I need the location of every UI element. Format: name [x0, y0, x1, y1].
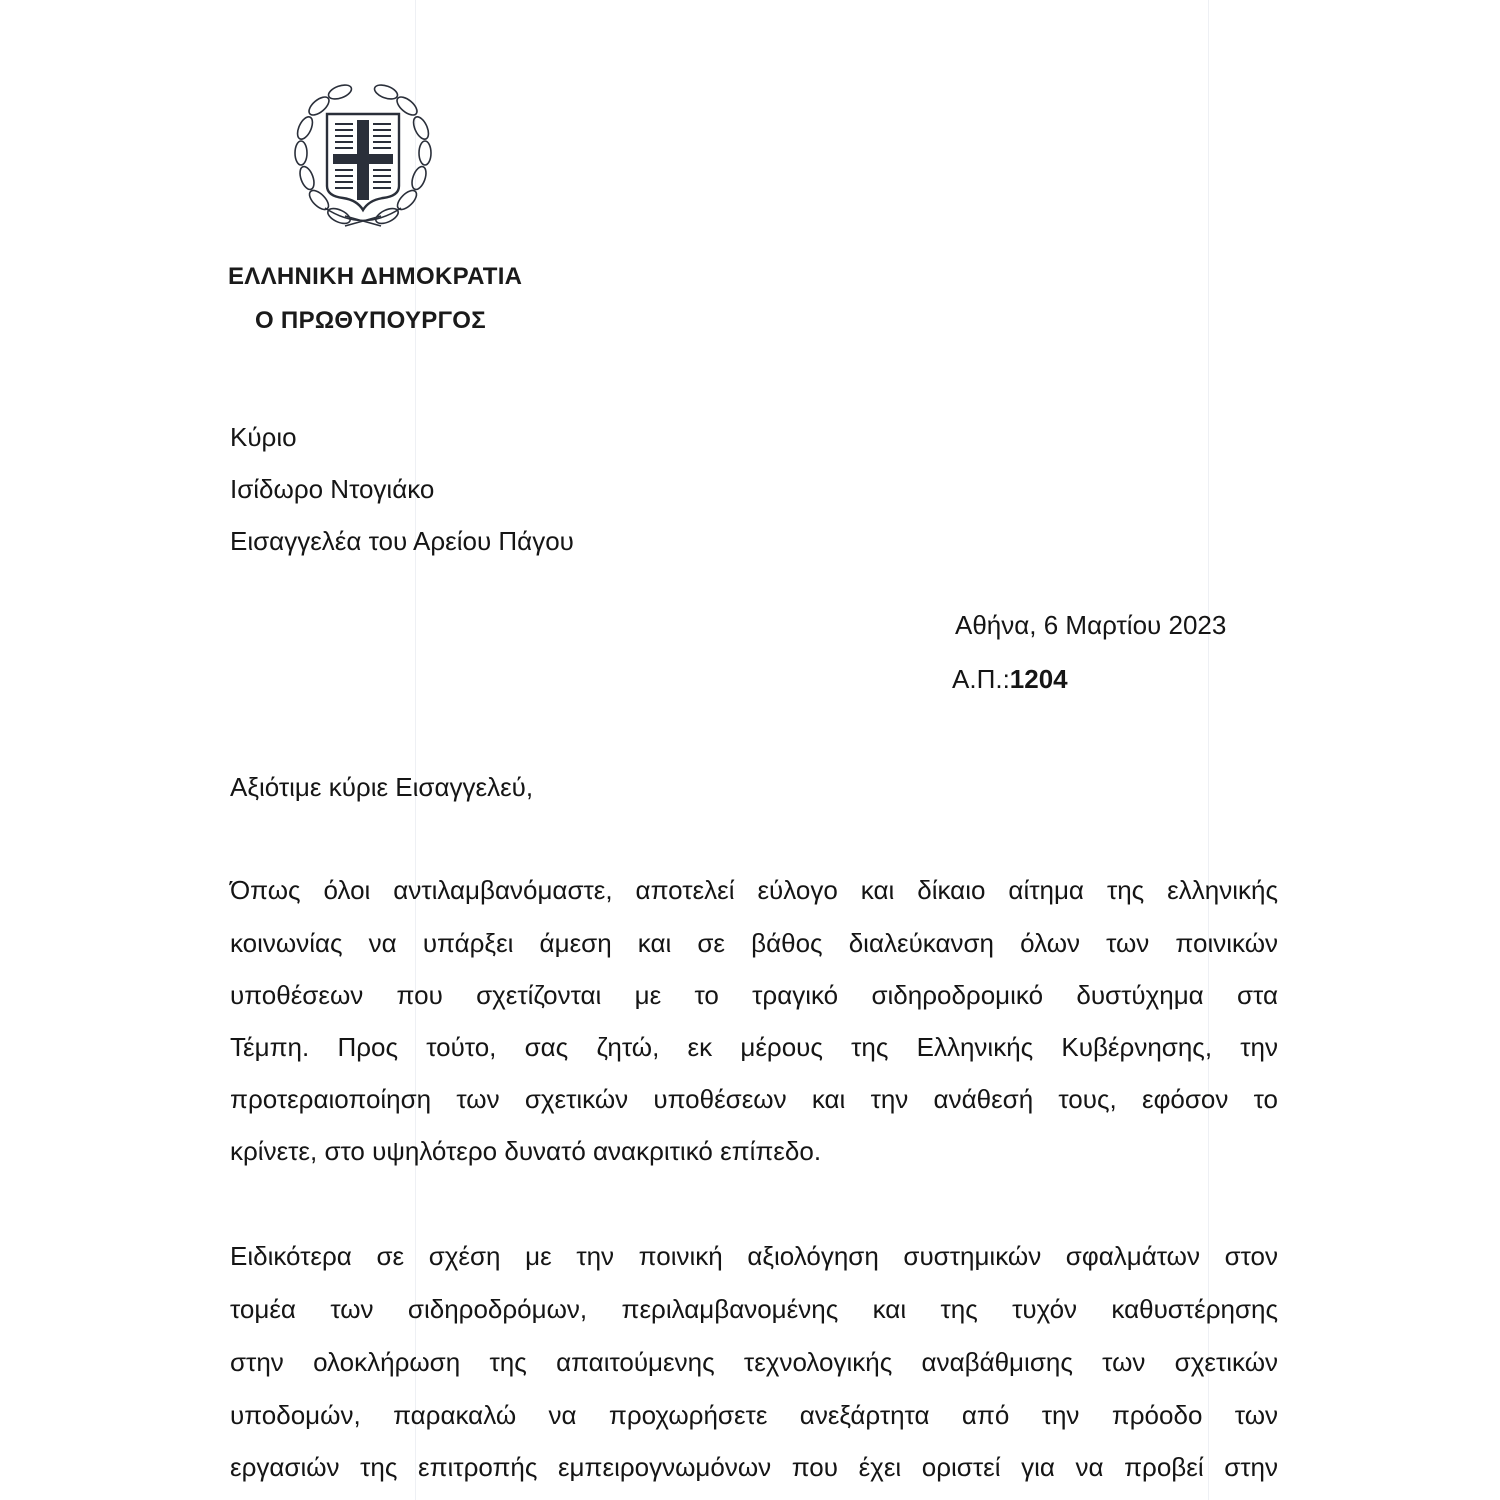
text-line: Τέμπη. Προς τούτο, σας ζητώ, εκ μέρους της Ελληνικής Κυβέρνησης, την	[230, 1032, 1278, 1062]
text-line: υποδομών, παρακαλώ να προχωρήσετε ανεξάρτητα από την πρόοδο των	[230, 1400, 1278, 1430]
text-line: κρίνετε, στο υψηλότερο δυνατό ανακριτικό επίπεδο.	[230, 1136, 822, 1166]
greek-coat-of-arms-icon	[285, 78, 441, 234]
office-heading: Ο ΠΡΩΘΥΠΟΥΡΓΟΣ	[255, 307, 486, 334]
text-line: στην ολοκλήρωση της απαιτούμενης τεχνολογικής αναβάθμισης των σχετικών	[230, 1347, 1278, 1377]
protocol-label: Α.Π.:	[952, 664, 1010, 694]
text-line: προτεραιοποίηση των σχετικών υποθέσεων και την ανάθεσή τους, εφόσον το	[230, 1084, 1278, 1114]
recipient-name: Ισίδωρο Ντογιάκο	[230, 474, 435, 504]
country-heading: ΕΛΛΗΝΙΚΗ ΔΗΜΟΚΡΑΤΙΑ	[228, 263, 523, 290]
recipient-salutation: Κύριο	[230, 422, 297, 452]
protocol-value: 1204	[1009, 664, 1068, 694]
text-line: τομέα των σιδηροδρόμων, περιλαμβανομένης και της τυχόν καθυστέρησης	[230, 1294, 1278, 1324]
protocol-number	[952, 664, 1068, 694]
scan-artifact	[1208, 0, 1209, 1500]
text-line: Όπως όλοι αντιλαμβανόμαστε, αποτελεί εύλογο και δίκαιο αίτημα της ελληνικής	[230, 875, 1278, 905]
text-line: κοινωνίας να υπάρξει άμεση και σε βάθος διαλεύκανση όλων των ποινικών	[230, 928, 1278, 958]
recipient-title: Εισαγγελέα του Αρείου Πάγου	[230, 526, 574, 556]
text-line: υποθέσεων που σχετίζονται με το τραγικό σιδηροδρομικό δυστύχημα στα	[230, 980, 1278, 1010]
text-line: Ειδικότερα σε σχέση με την ποινική αξιολόγηση συστημικών σφαλμάτων στον	[230, 1241, 1278, 1271]
place-date: Αθήνα, 6 Μαρτίου 2023	[955, 610, 1227, 640]
greeting: Αξιότιμε κύριε Εισαγγελεύ,	[230, 772, 534, 802]
text-line: εργασιών της επιτροπής εμπειρογνωμόνων που έχει οριστεί για να προβεί στην	[230, 1452, 1278, 1482]
